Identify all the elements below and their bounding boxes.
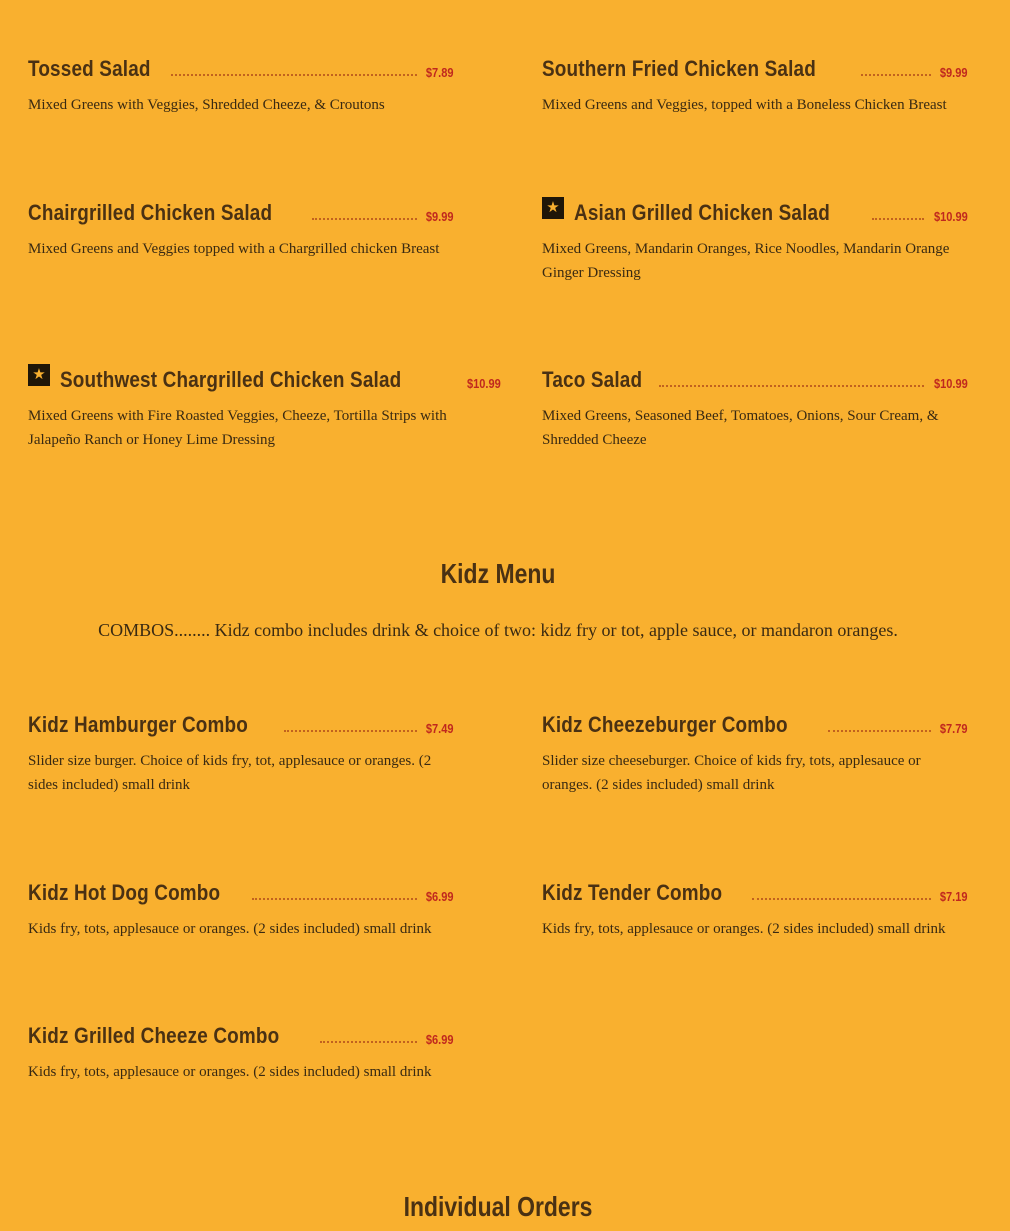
item-price: $10.99 [934,209,968,224]
dotted-leader [828,730,932,732]
item-name: Asian Grilled Chicken Salad [574,200,830,225]
dotted-leader [284,730,418,732]
dotted-leader [752,898,932,900]
item-description: Mixed Greens, Mandarin Oranges, Rice Noodles, Mandarin Orange Ginger Dressing [542,241,950,281]
item-name: Kidz Hamburger Combo [28,712,248,737]
menu-item-asian-grilled-chicken-salad [542,192,968,285]
item-name: Tossed Salad [28,56,151,81]
item-name: Chairgrilled Chicken Salad [28,200,273,225]
dotted-leader [171,74,418,76]
menu-item-tossed-salad [28,48,454,117]
item-description: Mixed Greens and Veggies, topped with a Boneless Chicken Breast [542,97,947,113]
item-price: $7.49 [426,721,454,736]
item-description: Kids fry, tots, applesauce or oranges. (2 sides included) small drink [28,1064,432,1080]
item-description: Slider size cheeseburger. Choice of kids fry, tots, applesauce or oranges. (2 sides included) small drink [542,753,921,793]
menu-item-chairgrilled-chicken-salad [28,192,454,261]
item-description: Kids fry, tots, applesauce or oranges. (2 sides included) small drink [542,921,946,937]
item-description: Slider size burger. Choice of kids fry, tot, applesauce or oranges. (2 sides included) small drink [28,753,432,793]
item-price: $10.99 [934,376,968,391]
menu-item-kidz-tender-combo [542,872,968,941]
item-price: $9.99 [426,209,454,224]
dotted-leader [252,898,418,900]
item-name: Southern Fried Chicken Salad [542,56,816,81]
item-price: $10.99 [466,376,501,391]
item-price: $7.89 [426,65,454,80]
dotted-leader [659,385,925,387]
item-name: Kidz Tender Combo [542,880,723,905]
menu-item-southwest-chargrilled-chicken-salad [28,359,501,452]
menu-item-taco-salad [542,359,968,452]
dotted-leader [861,74,932,76]
dotted-leader [312,218,418,220]
item-description: Kids fry, tots, applesauce or oranges. (2 sides included) small drink [28,921,432,937]
menu-item-kidz-hot-dog-combo [28,872,454,941]
menu-item-kidz-hamburger-combo [28,704,454,797]
item-name: Taco Salad [542,367,643,392]
item-price: $7.19 [940,889,968,904]
item-price: $9.99 [940,65,968,80]
dotted-leader [872,218,925,220]
item-description: Mixed Greens and Veggies topped with a Chargrilled chicken Breast [28,241,440,257]
star-icon: ★ [28,364,50,386]
item-name: Kidz Hot Dog Combo [28,880,221,905]
item-price: $6.99 [426,1032,454,1047]
star-icon: ★ [542,197,564,219]
dotted-leader [320,1041,417,1043]
item-price: $7.79 [940,721,968,736]
item-description: Mixed Greens with Fire Roasted Veggies, Cheeze, Tortilla Strips with Jalapeño Ranch or Honey Lime Dressing [28,408,447,448]
item-description: Mixed Greens with Veggies, Shredded Cheeze, & Croutons [28,97,385,113]
item-name: Southwest Chargrilled Chicken Salad [60,367,402,392]
combo-note: COMBOS........ Kidz combo includes drink & choice of two: kidz fry or tot, apple sauce, or mandaron oranges. [98,620,898,640]
item-name: Kidz Cheezeburger Combo [542,712,788,737]
item-price: $6.99 [426,889,454,904]
menu-item-kidz-grilled-cheeze-combo [28,1015,454,1084]
item-description: Mixed Greens, Seasoned Beef, Tomatoes, Onions, Sour Cream, & Shredded Cheeze [542,408,939,448]
individual-orders-heading: Individual Orders [403,1191,593,1222]
menu-item-southern-fried-chicken-salad [542,48,968,117]
item-name: Kidz Grilled Cheeze Combo [28,1023,280,1048]
menu-item-kidz-cheezeburger-combo [542,704,968,797]
kidz-menu-heading: Kidz Menu [440,558,556,589]
